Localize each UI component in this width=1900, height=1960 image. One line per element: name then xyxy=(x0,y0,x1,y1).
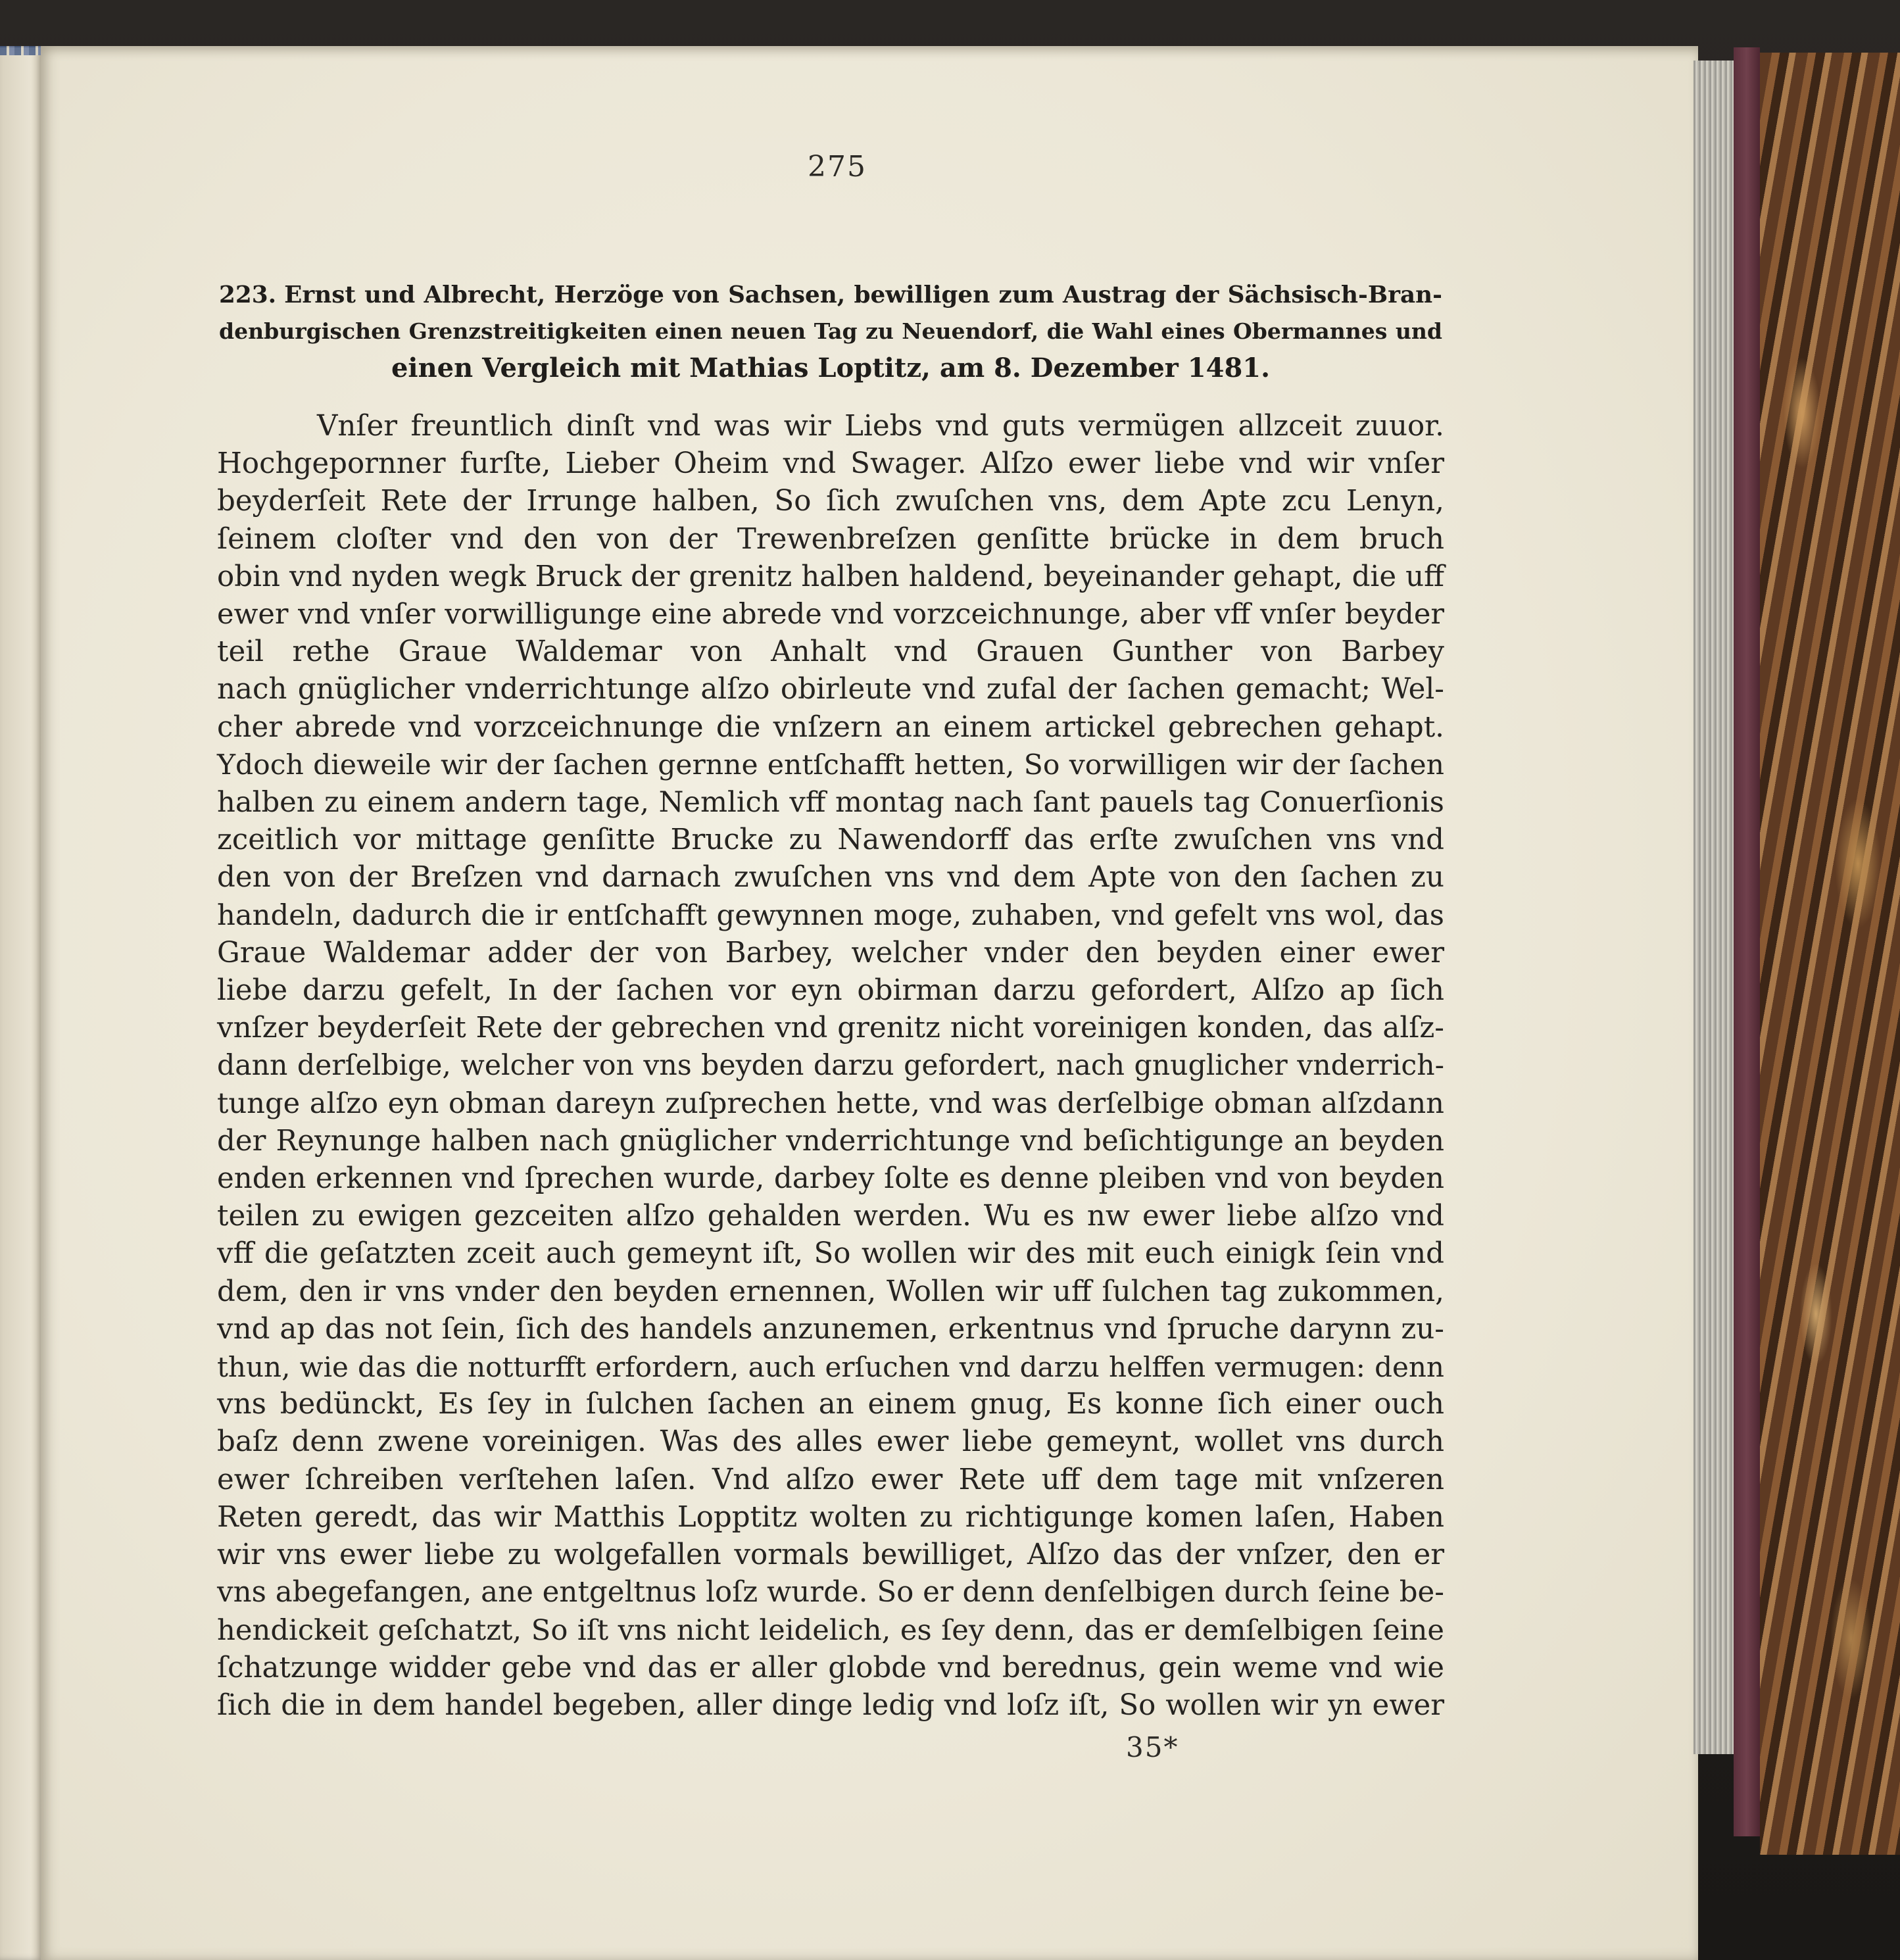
body-line: ewer vnd vnſer vorwilligunge eine abrede vnd vorzceichnunge, aber vff vnſer beyder xyxy=(217,598,1444,631)
body-line: Vnſer freuntlich dinſt vnd was wir Liebs vnd guts vermügen allzceit zuuor. xyxy=(317,410,1444,443)
body-line: vns abegefangen, ane entgeltnus loſz wurde. So er denn denſelbigen durch ſeine be- xyxy=(217,1576,1444,1609)
body-line: den von der Breſzen vnd darnach zwuſchen vns vnd dem Apte von den ſachen zu xyxy=(217,861,1444,894)
document-body xyxy=(217,408,1444,1725)
body-line: liebe darzu gefelt, In der ſachen vor eyn obirman darzu gefordert, Alſzo ap ſich xyxy=(217,974,1444,1008)
body-line: ſeinem cloſter vnd den von der Trewenbreſzen genſitte brücke in dem bruch xyxy=(217,522,1444,556)
body-line: wir vns ewer liebe zu wolgefallen vormals bewilliget, Alſzo das der vnſzer, den er xyxy=(217,1538,1444,1572)
body-line: obin vnd nyden wegk Bruck der grenitz halben haldend, beyeinander gehapt, die uff xyxy=(217,560,1444,593)
body-line: teil rethe Graue Waldemar von Anhalt vnd Grauen Gunther von Barbey xyxy=(217,635,1444,669)
body-line: handeln, dadurch die ir entſchafft gewynnen moge, zuhaben, vnd gefelt vns wol, das xyxy=(217,898,1444,932)
body-line: thun, wie das die notturfft erfordern, auch erſuchen vnd darzu helffen vermugen: denn xyxy=(217,1351,1444,1384)
body-line: ſchatzunge widder gebe vnd das er aller globde vnd berednus, gein weme vnd wie xyxy=(217,1651,1444,1684)
body-line: Graue Waldemar adder der von Barbey, welcher vnder den beyden einer ewer xyxy=(217,936,1444,969)
document-heading xyxy=(219,276,1442,387)
page-block-edges xyxy=(1693,61,1736,1754)
body-line: teilen zu ewigen gezceiten alſzo gehalden werden. Wu es nw ewer liebe alſzo vnd xyxy=(217,1200,1444,1233)
body-line: halben zu einem andern tage, Nemlich vff montag nach ſant pauels tag Conuerſionis xyxy=(217,786,1444,820)
body-line: vff die geſatzten zceit auch gemeynt iſt, So wollen wir des mit euch einigk ſein vnd xyxy=(217,1237,1444,1271)
heading-line-3: einen Vergleich mit Mathias Loptitz, am 8. Dezember 1481. xyxy=(391,353,1271,383)
body-line: tunge alſzo eyn obman dareyn zuſprechen hette, vnd was derſelbige obman alſzdann xyxy=(217,1087,1444,1120)
body-line: Hochgepornner furſte, Lieber Oheim vnd Swager. Alſzo ewer liebe vnd wir vnſer xyxy=(217,447,1444,481)
body-line: dann derſelbige, welcher von vns beyden darzu gefordert, nach gnuglicher vnderrich- xyxy=(217,1050,1444,1083)
body-line: Ydoch dieweile wir der ſachen gernne entſchafft hetten, So vorwilligen wir der ſachen xyxy=(217,748,1444,781)
document-number: 223. xyxy=(219,281,277,308)
marbled-cover-board xyxy=(1760,53,1900,1855)
printer-signature-mark: 35* xyxy=(1126,1731,1179,1763)
body-line: baſz denn zwene voreinigen. Was des alles ewer liebe gemeynt, wollet vns durch xyxy=(217,1425,1444,1459)
cover-binding-trim xyxy=(1734,47,1760,1836)
page-number: 275 xyxy=(808,150,867,184)
heading-line-2: denburgischen Grenzstreitigkeiten einen neuen Tag zu Neuendorf, die Wahl eines Obermannes und xyxy=(219,318,1442,344)
previous-page-edge xyxy=(0,47,43,1960)
body-line: vns bedünckt, Es ſey in ſulchen ſachen an einem gnug, Es konne ſich einer ouch xyxy=(217,1388,1444,1421)
body-line: ewer ſchreiben verſtehen laſen. Vnd alſzo ewer Rete uff dem tage mit vnſzeren xyxy=(217,1463,1444,1496)
body-line: ſich die in dem handel begeben, aller dinge ledig vnd loſz iſt, So wollen wir yn ewer xyxy=(217,1688,1444,1722)
body-line: vnd ap das not ſein, ſich des handels anzunemen, erkentnus vnd ſpruche darynn zu- xyxy=(217,1312,1444,1346)
body-line: cher abrede vnd vorzceichnunge die vnſzern an einem artickel gebrechen gehapt. xyxy=(217,710,1444,744)
body-line: der Reynunge halben nach gnüglicher vnderrichtunge vnd beſichtigunge an beyden xyxy=(217,1124,1444,1158)
body-line: hendickeit geſchatzt, So iſt vns nicht leidelich, es ſey denn, das er demſelbigen ſeine xyxy=(217,1613,1444,1647)
body-line: zceitlich vor mittage genſitte Brucke zu Nawendorff das erſte zwuſchen vns vnd xyxy=(217,823,1444,857)
body-line: enden erkennen vnd ſprechen wurde, darbey ſolte es denne pleiben vnd von beyden xyxy=(217,1162,1444,1196)
body-line: beyderſeit Rete der Irrunge halben, So ſich zwuſchen vns, dem Apte zcu Lenyn, xyxy=(217,485,1444,518)
body-line: Reten geredt, das wir Matthis Lopptitz wolten zu richtigunge komen laſen, Haben xyxy=(217,1500,1444,1534)
heading-line-1: 223. Ernst und Albrecht, Herzöge von Sachsen, bewilligen zum Austrag der Sächsisch-Bran- xyxy=(219,281,1442,308)
body-line: vnſzer beyderſeit Rete der gebrechen vnd grenitz nicht voreinigen konden, das alſz- xyxy=(217,1012,1444,1045)
body-line: nach gnüglicher vnderrichtunge alſzo obirleute vnd zufal der ſachen gemacht; Wel- xyxy=(217,673,1444,706)
body-line: dem, den ir vns vnder den beyden ernennen, Wollen wir uff ſulchen tag zukommen, xyxy=(217,1275,1444,1308)
